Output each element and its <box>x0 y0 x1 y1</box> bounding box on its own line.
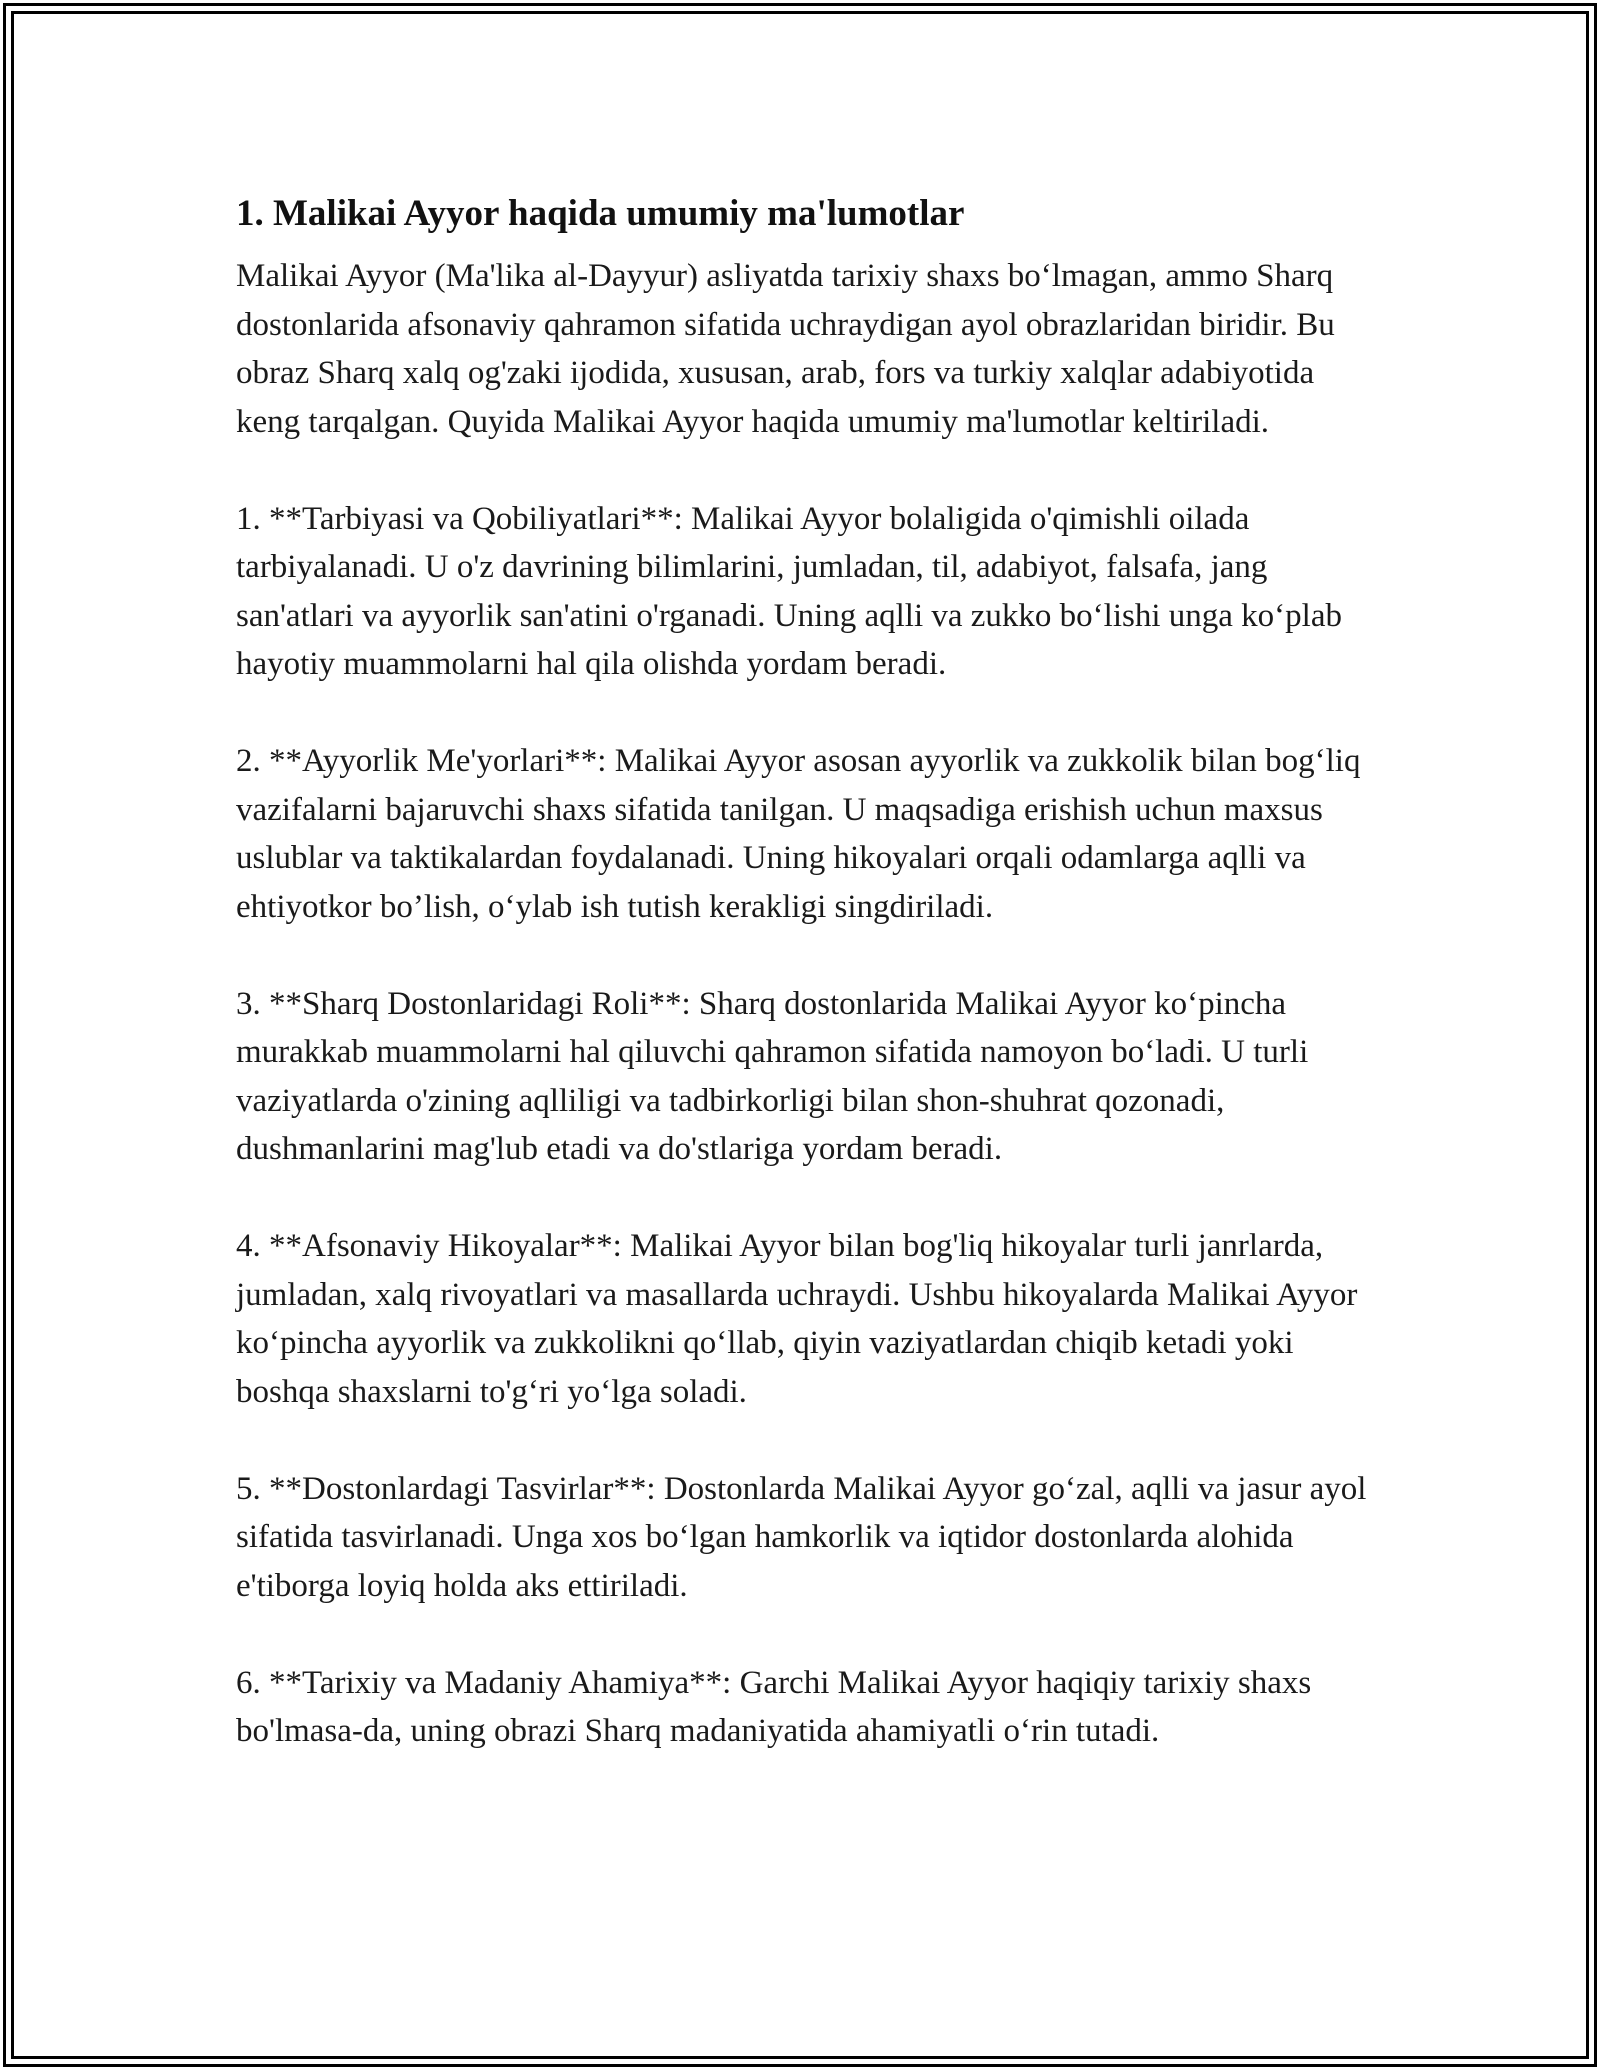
list-item-paragraph: 6. **Tarixiy va Madaniy Ahamiya**: Garchi Malikai Ayyor haqiqiy tarixiy shaxs bo'lmasa-da, uning obrazi Sharq madaniyatida ahamiyatli o‘rin tutadi. <box>236 1664 1312 1749</box>
document-body <box>236 188 1376 1756</box>
list-item-paragraph: 3. **Sharq Dostonlaridagi Roli**: Sharq dostonlarida Malikai Ayyor ko‘pincha murakkab muammolarni hal qiluvchi qahramon sifatida namoyon bo‘ladi. U turli vaziyatlarda o'zining aqlliligi va tadbirkorligi bilan shon-shuhrat qozonadi, dushmanlarini mag'lub etadi va do'stlariga yordam beradi. <box>236 985 1309 1167</box>
list-item-paragraph: 2. **Ayyorlik Me'yorlari**: Malikai Ayyor asosan ayyorlik va zukkolik bilan bog‘liq vazifalarni bajaruvchi shaxs sifatida tanilgan. U maqsadiga erishish uchun maxsus uslublar va taktikalardan foydalanadi. Uning hikoyalari orqali odamlarga aqlli va ehtiyotkor bo’lish, o‘ylab ish tutish kerakligi singdiriladi. <box>236 743 1361 925</box>
list-item-paragraph: 4. **Afsonaviy Hikoyalar**: Malikai Ayyor bilan bog'liq hikoyalar turli janrlarda, jumladan, xalq rivoyatlari va masallarda uchraydi. Ushbu hikoyalarda Malikai Ayyor ko‘pincha ayyorlik va zukkolikni qo‘llab, qiyin vaziyatlardan chiqib ketadi yoki boshqa shaxslarni to'g‘ri yo‘lga soladi. <box>236 1228 1358 1410</box>
section-heading: 1. Malikai Ayyor haqida umumiy ma'lumotlar <box>236 193 965 234</box>
intro-paragraph: Malikai Ayyor (Ma'lika al-Dayyur) asliyatda tarixiy shaxs bo‘lmagan, ammo Sharq dostonlarida afsonaviy qahramon sifatida uchraydigan ayol obrazlaridan biridir. Bu obraz Sharq xalq og'zaki ijodida, xususan, arab, fors va turkiy xalqlar adabiyotida keng tarqalgan. Quyida Malikai Ayyor haqida umumiy ma'lumotlar keltiriladi. <box>236 258 1335 440</box>
list-item-paragraph: 5. **Dostonlardagi Tasvirlar**: Dostonlarda Malikai Ayyor go‘zal, aqlli va jasur ayol sifatida tasvirlanadi. Unga xos bo‘lgan hamkorlik va iqtidor dostonlarda alohida e'tiborga loyiq holda aks ettiriladi. <box>236 1470 1367 1604</box>
list-item-paragraph: 1. **Tarbiyasi va Qobiliyatlari**: Malikai Ayyor bolaligida o'qimishli oilada tarbiyalanadi. U o'z davrining bilimlarini, jumladan, til, adabiyot, falsafa, jang san'atlari va ayyorlik san'atini o'rganadi. Uning aqlli va zukko bo‘lishi unga ko‘plab hayotiy muammolarni hal qila olishda yordam beradi. <box>236 500 1342 682</box>
